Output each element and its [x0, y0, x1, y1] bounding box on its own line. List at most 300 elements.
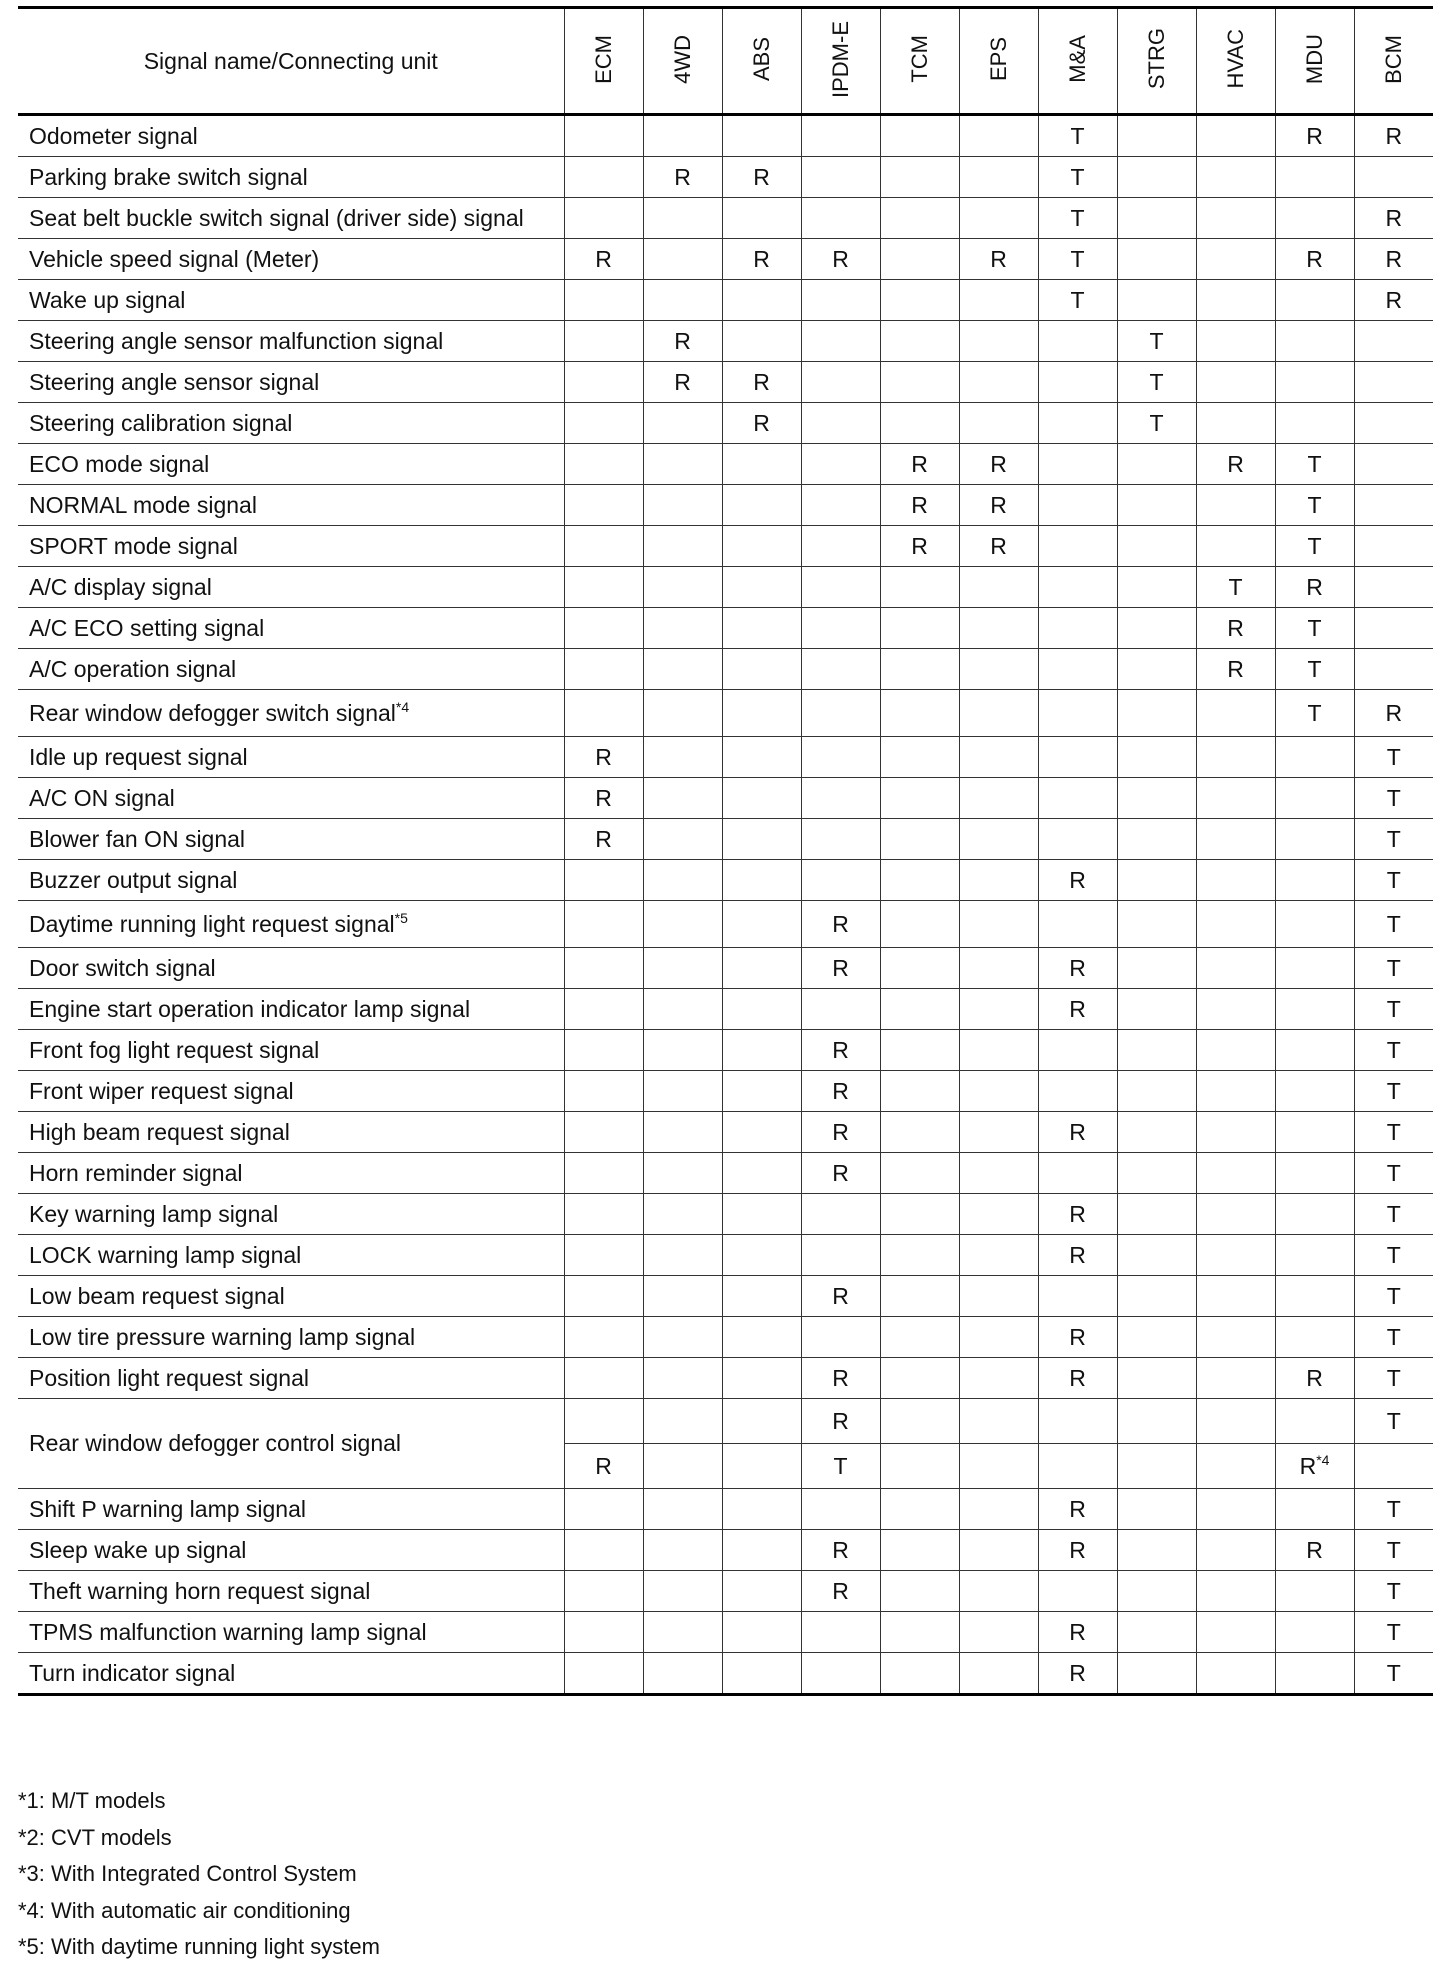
signal-cell — [1275, 1489, 1354, 1530]
signal-cell — [959, 526, 1038, 567]
signal-cell — [722, 778, 801, 819]
signal-cell — [1354, 1317, 1433, 1358]
signal-cell — [1117, 1653, 1196, 1695]
signal-cell — [801, 1112, 880, 1153]
signal-cell — [801, 1489, 880, 1530]
cell-value: T — [1228, 573, 1243, 600]
footnote-marker: *4 — [395, 698, 410, 715]
signal-cell — [643, 403, 722, 444]
signal-cell — [1196, 1153, 1275, 1194]
cell-value: R — [674, 163, 691, 190]
signal-cell — [564, 1194, 643, 1235]
signal-cell — [722, 1358, 801, 1399]
cell-value: R — [1069, 1364, 1086, 1391]
signal-cell — [1038, 1194, 1117, 1235]
signal-cell — [722, 1030, 801, 1071]
signal-cell — [1275, 239, 1354, 280]
signal-cell — [722, 649, 801, 690]
signal-cell — [564, 403, 643, 444]
signal-cell — [643, 737, 722, 778]
signal-name: Engine start operation indicator lamp signal — [29, 995, 471, 1022]
table-row — [18, 819, 1433, 860]
signal-cell — [564, 1153, 643, 1194]
signal-name: Rear window defogger switch signal — [29, 699, 396, 726]
signal-cell — [880, 608, 959, 649]
signal-cell — [880, 1399, 959, 1444]
cell-value: R — [1069, 1536, 1086, 1563]
signal-cell — [801, 157, 880, 198]
signal-cell — [722, 1235, 801, 1276]
signal-cell — [880, 649, 959, 690]
signal-name: Rear window defogger control signal — [29, 1430, 402, 1456]
signal-cell — [722, 444, 801, 485]
signal-cell — [1354, 157, 1433, 198]
cell-value: R — [1069, 1495, 1086, 1522]
signal-name-cell — [18, 403, 564, 444]
signal-cell — [801, 526, 880, 567]
signal-cell — [1117, 608, 1196, 649]
signal-cell — [880, 444, 959, 485]
signal-cell — [1354, 608, 1433, 649]
cell-value: T — [1386, 954, 1401, 981]
signal-cell — [1038, 778, 1117, 819]
signal-cell — [1117, 1399, 1196, 1444]
signal-cell — [959, 1276, 1038, 1317]
signal-cell — [880, 198, 959, 239]
table-row — [18, 198, 1433, 239]
cell-value: R — [1069, 1200, 1086, 1227]
signal-cell — [801, 1612, 880, 1653]
signal-cell — [1275, 608, 1354, 649]
signal-cell — [959, 860, 1038, 901]
signal-cell — [722, 198, 801, 239]
signal-cell — [564, 690, 643, 737]
signal-cell — [1275, 157, 1354, 198]
signal-cell — [801, 1358, 880, 1399]
signal-cell — [643, 901, 722, 948]
cell-value: R — [1385, 286, 1403, 313]
signal-cell — [1038, 1153, 1117, 1194]
signal-cell — [1275, 1235, 1354, 1276]
footnote: *2: CVT models — [18, 1824, 172, 1850]
signal-cell — [959, 1653, 1038, 1695]
signal-cell — [722, 1612, 801, 1653]
signal-cell — [959, 1612, 1038, 1653]
table-row — [18, 737, 1433, 778]
signal-cell — [1354, 1030, 1433, 1071]
signal-cell — [959, 989, 1038, 1030]
signal-cell — [1117, 1112, 1196, 1153]
signal-cell — [643, 1276, 722, 1317]
signal-cell — [564, 1399, 643, 1444]
signal-name: Blower fan ON signal — [29, 825, 246, 852]
signal-cell — [1117, 1194, 1196, 1235]
signal-cell — [1038, 1571, 1117, 1612]
signal-cell — [1354, 280, 1433, 321]
signal-name-cell — [18, 1530, 564, 1571]
signal-cell — [1117, 819, 1196, 860]
signal-cell — [880, 860, 959, 901]
signal-cell — [1196, 1399, 1275, 1444]
signal-cell — [643, 1530, 722, 1571]
unit-column-label: ECM — [590, 34, 616, 84]
unit-column-header — [1354, 8, 1433, 115]
cell-value: R — [1227, 655, 1244, 682]
signal-cell — [1038, 239, 1117, 280]
cell-value: R — [1069, 954, 1086, 981]
table-row — [18, 1489, 1433, 1530]
signal-cell — [564, 1071, 643, 1112]
cell-value: R — [832, 954, 849, 981]
cell-value: R — [990, 245, 1007, 272]
signal-cell — [564, 280, 643, 321]
signal-cell — [1038, 1235, 1117, 1276]
cell-value: T — [1307, 491, 1322, 518]
signal-cell — [1038, 198, 1117, 239]
cell-value: R — [595, 743, 612, 770]
cell-value: R — [1069, 1323, 1086, 1350]
signal-name: Position light request signal — [29, 1364, 309, 1391]
signal-cell — [564, 1317, 643, 1358]
signal-cell — [801, 567, 880, 608]
signal-cell — [1196, 362, 1275, 403]
footnote: *4: With automatic air conditioning — [18, 1897, 351, 1923]
signal-cell — [1117, 157, 1196, 198]
signal-cell — [1275, 1194, 1354, 1235]
signal-cell — [1196, 115, 1275, 157]
signal-cell — [1275, 901, 1354, 948]
cell-value: R — [832, 1364, 849, 1391]
signal-name-cell — [18, 948, 564, 989]
signal-cell — [1117, 362, 1196, 403]
signal-cell — [959, 901, 1038, 948]
signal-cell — [643, 485, 722, 526]
signal-cell — [1117, 690, 1196, 737]
signal-cell — [1117, 778, 1196, 819]
unit-column-label: MDU — [1301, 33, 1327, 85]
signal-cell — [564, 901, 643, 948]
signal-cell — [959, 1571, 1038, 1612]
signal-cell — [1275, 1030, 1354, 1071]
signal-cell — [643, 1030, 722, 1071]
signal-cell — [1275, 362, 1354, 403]
table-row — [18, 1276, 1433, 1317]
signal-cell — [1117, 280, 1196, 321]
signal-cell — [722, 1399, 801, 1444]
signal-cell — [722, 321, 801, 362]
cell-value: R — [1227, 450, 1244, 477]
footnote: *3: With Integrated Control System — [18, 1861, 357, 1886]
cell-value: T — [1386, 1323, 1401, 1350]
signal-cell — [643, 649, 722, 690]
signal-name-cell — [18, 567, 564, 608]
signal-cell — [959, 1235, 1038, 1276]
signal-cell — [643, 1235, 722, 1276]
cell-value: T — [1070, 204, 1085, 231]
table-row — [18, 860, 1433, 901]
signal-cell — [1038, 444, 1117, 485]
signal-cell — [1196, 1235, 1275, 1276]
signal-cell — [880, 157, 959, 198]
signal-cell — [1117, 1235, 1196, 1276]
signal-cell — [564, 819, 643, 860]
signal-cell — [1038, 567, 1117, 608]
signal-cell — [643, 1489, 722, 1530]
signal-cell — [722, 157, 801, 198]
signal-name-cell — [18, 1317, 564, 1358]
unit-column-label: 4WD — [669, 34, 695, 84]
signal-cell — [1038, 1399, 1117, 1444]
cell-value: T — [833, 1452, 848, 1479]
signal-cell — [959, 1489, 1038, 1530]
signal-cell — [722, 1317, 801, 1358]
unit-column-label: IPDM-E — [827, 20, 853, 98]
table-row — [18, 567, 1433, 608]
signal-cell — [959, 403, 1038, 444]
signal-cell — [880, 526, 959, 567]
signal-cell — [564, 526, 643, 567]
cell-value: R — [595, 825, 612, 852]
signal-cell — [1354, 403, 1433, 444]
signal-cell — [880, 819, 959, 860]
signal-cell — [1196, 444, 1275, 485]
signal-cell — [959, 567, 1038, 608]
signal-cell — [1196, 1071, 1275, 1112]
signal-name-cell — [18, 1612, 564, 1653]
footnote-marker: *4 — [1316, 1451, 1330, 1468]
signal-cell — [1038, 737, 1117, 778]
signal-name-cell — [18, 778, 564, 819]
footnotes — [18, 1783, 380, 1966]
signal-cell — [801, 948, 880, 989]
signal-cell — [880, 239, 959, 280]
table-row — [18, 362, 1433, 403]
unit-column-label: HVAC — [1222, 29, 1248, 89]
footnote: *5: With daytime running light system — [18, 1934, 380, 1959]
signal-cell — [1117, 403, 1196, 444]
signal-cell — [801, 989, 880, 1030]
cell-value: T — [1070, 122, 1085, 149]
signal-cell — [1196, 1358, 1275, 1399]
signal-cell — [564, 1653, 643, 1695]
signal-cell — [1038, 948, 1117, 989]
table-row — [18, 403, 1433, 444]
signal-name: Sleep wake up signal — [29, 1536, 247, 1563]
signal-cell — [643, 690, 722, 737]
signal-name: Key warning lamp signal — [29, 1200, 279, 1227]
signal-cell — [722, 1276, 801, 1317]
signal-cell — [1117, 1571, 1196, 1612]
signal-cell — [1275, 860, 1354, 901]
signal-name: Parking brake switch signal — [29, 163, 308, 190]
cell-value: R — [832, 910, 849, 937]
signal-cell — [801, 1194, 880, 1235]
table-row — [18, 444, 1433, 485]
signal-cell — [1354, 1194, 1433, 1235]
signal-cell — [1196, 649, 1275, 690]
signal-name: Front fog light request signal — [29, 1036, 320, 1063]
signal-cell — [643, 1071, 722, 1112]
signal-name: Daytime running light request signal — [29, 910, 395, 937]
signal-name: ECO mode signal — [29, 450, 210, 477]
signal-cell — [643, 1153, 722, 1194]
cell-value: T — [1386, 1618, 1401, 1645]
table-row — [18, 1235, 1433, 1276]
signal-cell — [1275, 567, 1354, 608]
signal-cell — [801, 1571, 880, 1612]
signal-cell — [959, 1444, 1038, 1489]
signal-cell — [959, 1112, 1038, 1153]
signal-cell — [1354, 1235, 1433, 1276]
signal-name: Seat belt buckle switch signal (driver side) signal — [29, 204, 524, 231]
signal-cell — [1196, 1653, 1275, 1695]
signal-name: Horn reminder signal — [29, 1159, 243, 1186]
signal-cell — [1117, 321, 1196, 362]
signal-name-cell — [18, 1030, 564, 1071]
signal-cell — [1354, 362, 1433, 403]
unit-column-header — [722, 8, 801, 115]
footnote: *1: M/T models — [18, 1788, 166, 1813]
signal-cell — [722, 1653, 801, 1695]
signal-name: LOCK warning lamp signal — [29, 1241, 302, 1268]
table-row — [18, 989, 1433, 1030]
signal-name-cell — [18, 737, 564, 778]
signal-cell — [801, 115, 880, 157]
signal-cell — [722, 948, 801, 989]
cell-value: R — [1306, 1536, 1323, 1563]
signal-cell — [564, 1112, 643, 1153]
unit-column-label: M&A — [1064, 35, 1090, 83]
signal-cell — [722, 690, 801, 737]
signal-name-cell — [18, 1276, 564, 1317]
table-row — [18, 115, 1433, 157]
signal-cell — [1196, 1444, 1275, 1489]
unit-column-header — [1038, 8, 1117, 115]
signal-cell — [1275, 1399, 1354, 1444]
cell-value: R — [753, 409, 770, 436]
signal-cell — [1275, 444, 1354, 485]
signal-cell — [1354, 485, 1433, 526]
signal-cell — [1038, 989, 1117, 1030]
signal-name: A/C ECO setting signal — [29, 614, 265, 641]
signal-cell — [1275, 1612, 1354, 1653]
signal-cell — [1196, 321, 1275, 362]
signal-name-cell — [18, 1571, 564, 1612]
signal-cell — [1117, 1530, 1196, 1571]
signal-cell — [1117, 115, 1196, 157]
signal-name: Theft warning horn request signal — [29, 1577, 371, 1604]
signal-cell — [1038, 608, 1117, 649]
signal-cell — [1196, 1317, 1275, 1358]
signal-cell — [959, 819, 1038, 860]
signal-name: TPMS malfunction warning lamp signal — [29, 1618, 427, 1645]
signal-cell — [959, 444, 1038, 485]
signal-cell — [1275, 1153, 1354, 1194]
cell-value: T — [1386, 743, 1401, 770]
cell-value: R — [1306, 245, 1323, 272]
signal-cell — [880, 690, 959, 737]
unit-column-header — [1117, 8, 1196, 115]
cell-value: R — [595, 245, 612, 272]
signal-cell — [1117, 1317, 1196, 1358]
signal-cell — [959, 1071, 1038, 1112]
signal-name-cell — [18, 1235, 564, 1276]
cell-value: R — [674, 327, 691, 354]
signal-cell — [1275, 1571, 1354, 1612]
signal-cell — [1354, 901, 1433, 948]
signal-cell — [1196, 1530, 1275, 1571]
cell-value: T — [1070, 163, 1085, 190]
signal-cell — [959, 1153, 1038, 1194]
signal-cell — [1196, 1612, 1275, 1653]
signal-cell — [1117, 239, 1196, 280]
signal-cell — [1117, 444, 1196, 485]
table-row — [18, 1612, 1433, 1653]
signal-cell — [1275, 1112, 1354, 1153]
signal-cell — [1354, 115, 1433, 157]
signal-cell — [643, 1194, 722, 1235]
signal-cell — [1038, 1653, 1117, 1695]
signal-cell — [880, 1030, 959, 1071]
signal-cell — [959, 1317, 1038, 1358]
signal-cell — [564, 1612, 643, 1653]
signal-cell — [1275, 526, 1354, 567]
unit-column-header — [880, 8, 959, 115]
cell-value: T — [1386, 866, 1401, 893]
signal-cell — [1354, 1399, 1433, 1444]
signal-cell — [1196, 989, 1275, 1030]
signal-cell — [959, 280, 1038, 321]
signal-name-cell — [18, 280, 564, 321]
signal-cell — [880, 1530, 959, 1571]
signal-cell — [1038, 157, 1117, 198]
signal-cell — [1354, 526, 1433, 567]
signal-cell — [1038, 690, 1117, 737]
signal-name: Low tire pressure warning lamp signal — [29, 1323, 416, 1350]
signal-cell — [722, 1153, 801, 1194]
signal-cell — [1275, 1317, 1354, 1358]
signal-cell — [880, 321, 959, 362]
signal-cell — [1275, 485, 1354, 526]
signal-cell — [1038, 526, 1117, 567]
signal-cell — [1038, 362, 1117, 403]
cell-value: R — [753, 245, 770, 272]
table-row — [18, 1358, 1433, 1399]
signal-cell — [722, 901, 801, 948]
signal-name-cell — [18, 649, 564, 690]
cell-value: T — [1070, 286, 1085, 313]
signal-cell — [722, 1071, 801, 1112]
cell-value: R — [1306, 122, 1323, 149]
signal-cell — [564, 1489, 643, 1530]
signal-cell — [959, 737, 1038, 778]
signal-cell — [722, 239, 801, 280]
signal-cell — [1038, 819, 1117, 860]
cell-value: R — [832, 1577, 849, 1604]
table-row — [18, 778, 1433, 819]
signal-cell — [643, 819, 722, 860]
cell-value: R — [832, 1282, 849, 1309]
signal-cell — [1275, 737, 1354, 778]
signal-cell — [801, 778, 880, 819]
signal-cell — [1038, 280, 1117, 321]
signal-cell — [1196, 567, 1275, 608]
signal-cell — [1275, 1444, 1354, 1489]
signal-name: Steering angle sensor malfunction signal — [29, 327, 444, 354]
cell-value: R — [674, 368, 691, 395]
table-row — [18, 321, 1433, 362]
signal-cell — [564, 1530, 643, 1571]
